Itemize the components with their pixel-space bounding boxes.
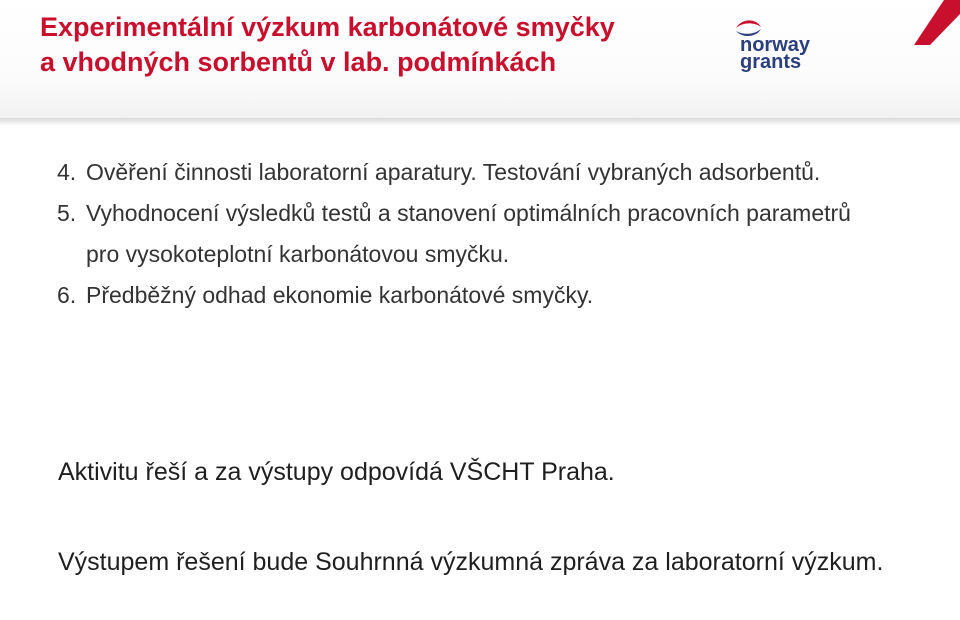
list-item [0,275,960,316]
norway-grants-logo [728,16,838,76]
corner-accent-stripe [900,0,960,45]
list-item-text: Ověření činnosti laboratorní aparatury. Testování vybraných adsorbentů. [86,159,821,185]
list-item-number: 6. [57,282,77,308]
slide-title-line-1: Experimentální výzkum karbonátové smyčky [40,12,615,42]
list-item-number: 4. [57,159,77,185]
slide-title [40,10,700,80]
logo-text-grants: grants [740,51,802,73]
numbered-list [0,152,960,316]
list-item [0,152,960,193]
list-item-text: Předběžný odhad ekonomie karbonátové smyčky. [86,282,594,308]
logo-red-swoosh [736,20,761,28]
logo-text-norway: norway [740,34,811,56]
slide-title-line-2: a vhodných sorbentů v lab. podmínkách [40,47,557,77]
responsibility-paragraph: Aktivitu řeší a za výstupy odpovídá VŠCHT Praha. [58,458,615,486]
output-paragraph: Výstupem řešení bude Souhrnná výzkumná zpráva za laboratorní výzkum. [58,548,884,576]
list-item [0,193,960,275]
list-item-text: Vyhodnocení výsledků testů a stanovení optimálních pracovních parametrů pro vysokoteplotní karbonátovou smyčku. [86,200,851,267]
header-divider [0,118,960,126]
list-item-number: 5. [57,200,77,226]
